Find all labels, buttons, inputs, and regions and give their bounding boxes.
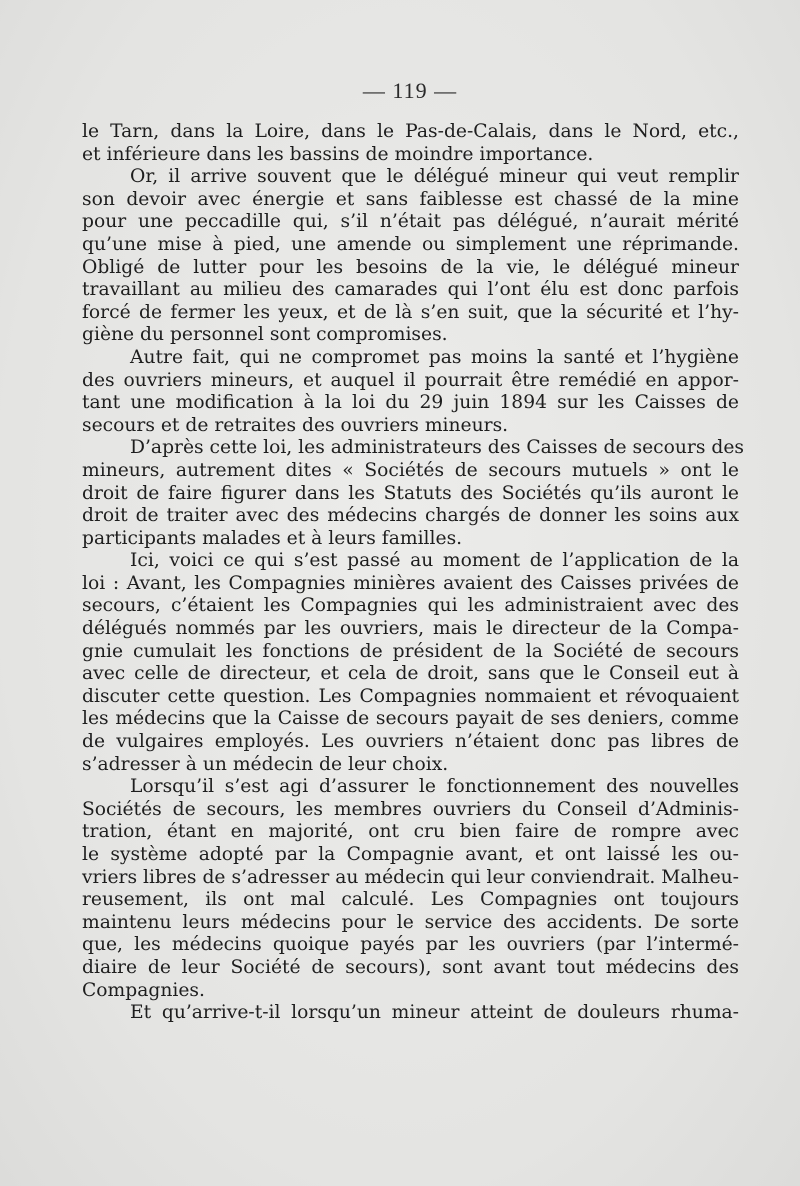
text-line: et inférieure dans les bassins de moindre importance. bbox=[82, 143, 594, 165]
text-line: discuter cette question. Les Compagnies nommaient et révoquaient bbox=[82, 685, 739, 707]
text-line: délégués nommés par les ouvriers, mais le directeur de la Compa- bbox=[82, 618, 739, 640]
text-line: qu’une mise à pied, une amende ou simplement une réprimande. bbox=[82, 233, 739, 255]
text-line: reusement, ils ont mal calculé. Les Compagnies ont toujours bbox=[82, 889, 739, 911]
text-line: participants malades et à leurs familles. bbox=[82, 527, 463, 549]
text-line: forcé de fermer les yeux, et de là s’en suit, que la sécurité et l’hy- bbox=[82, 301, 739, 323]
page-number: — 119 — bbox=[362, 78, 458, 103]
text-line: Obligé de lutter pour les besoins de la vie, le délégué mineur bbox=[82, 256, 739, 278]
text-line: maintenu leurs médecins pour le service des accidents. De sorte bbox=[82, 911, 739, 933]
body-text bbox=[82, 121, 744, 1025]
text-line: que, les médecins quoique payés par les ouvriers (par l’intermé- bbox=[82, 934, 739, 956]
text-line: le Tarn, dans la Loire, dans le Pas-de-Calais, dans le Nord, etc., bbox=[82, 121, 739, 142]
text-line: Et qu’arrive-t-il lorsqu’un mineur atteint de douleurs rhuma- bbox=[130, 1002, 739, 1024]
text-line: giène du personnel sont compromises. bbox=[82, 324, 448, 346]
text-line: tration, étant en majorité, ont cru bien faire de rompre avec bbox=[82, 821, 739, 843]
text-line: Lorsqu’il s’est agi d’assurer le fonctionnement des nouvelles bbox=[130, 776, 739, 798]
paragraph bbox=[82, 550, 739, 776]
text-line: s’adresser à un médecin de leur choix. bbox=[82, 753, 449, 775]
paragraph bbox=[82, 437, 744, 550]
text-line: avec celle de directeur, et cela de droit, sans que le Conseil eut à bbox=[82, 663, 739, 685]
text-line: Sociétés de secours, les membres ouvriers du Conseil d’Adminis- bbox=[82, 798, 739, 820]
text-line: mineurs, autrement dites « Sociétés de secours mutuels » ont le bbox=[82, 459, 739, 481]
text-line: droit de traiter avec des médecins chargés de donner les soins aux bbox=[82, 505, 739, 527]
paragraph bbox=[82, 347, 739, 437]
text-line: secours et de retraites des ouvriers mineurs. bbox=[82, 414, 509, 436]
paragraph bbox=[82, 121, 739, 166]
paragraph bbox=[82, 1002, 739, 1025]
text-line: des ouvriers mineurs, et auquel il pourrait être remédié en appor- bbox=[82, 369, 739, 391]
text-line: Compagnies. bbox=[82, 979, 205, 1001]
text-line: D’après cette loi, les administrateurs des Caisses de secours des bbox=[130, 437, 744, 459]
text-line: pour une peccadille qui, s’il n’était pas délégué, n’aurait mérité bbox=[82, 211, 739, 233]
text-line: tant une modification à la loi du 29 juin 1894 sur les Caisses de bbox=[82, 392, 739, 414]
text-line: Autre fait, qui ne compromet pas moins la santé et l’hygiène bbox=[130, 346, 739, 368]
text-line: droit de faire figurer dans les Statuts des Sociétés qu’ils auront le bbox=[82, 482, 739, 504]
text-line: Or, il arrive souvent que le délégué mineur qui veut remplir bbox=[130, 166, 739, 188]
text-line: travaillant au milieu des camarades qui l’ont élu est donc parfois bbox=[82, 279, 739, 301]
text-line: vriers libres de s’adresser au médecin qui leur conviendrait. Malheu- bbox=[82, 866, 739, 888]
text-line: loi : Avant, les Compagnies minières avaient des Caisses privées de bbox=[82, 572, 739, 594]
text-line: le système adopté par la Compagnie avant, et ont laissé les ou- bbox=[82, 844, 739, 865]
text-line: diaire de leur Société de secours), sont avant tout médecins des bbox=[82, 956, 739, 978]
text-line: gnie cumulait les fonctions de président de la Société de secours bbox=[82, 640, 739, 662]
text-line: Ici, voici ce qui s’est passé au moment de l’application de la bbox=[130, 550, 739, 572]
paragraph bbox=[82, 776, 739, 1002]
text-line: de vulgaires employés. Les ouvriers n’étaient donc pas libres de bbox=[82, 731, 739, 753]
text-line: son devoir avec énergie et sans faiblesse est chassé de la mine bbox=[82, 188, 739, 210]
paragraph bbox=[82, 166, 739, 347]
text-line: secours, c’étaient les Compagnies qui les administraient avec des bbox=[82, 595, 739, 617]
text-line: les médecins que la Caisse de secours payait de ses deniers, comme bbox=[82, 708, 739, 730]
